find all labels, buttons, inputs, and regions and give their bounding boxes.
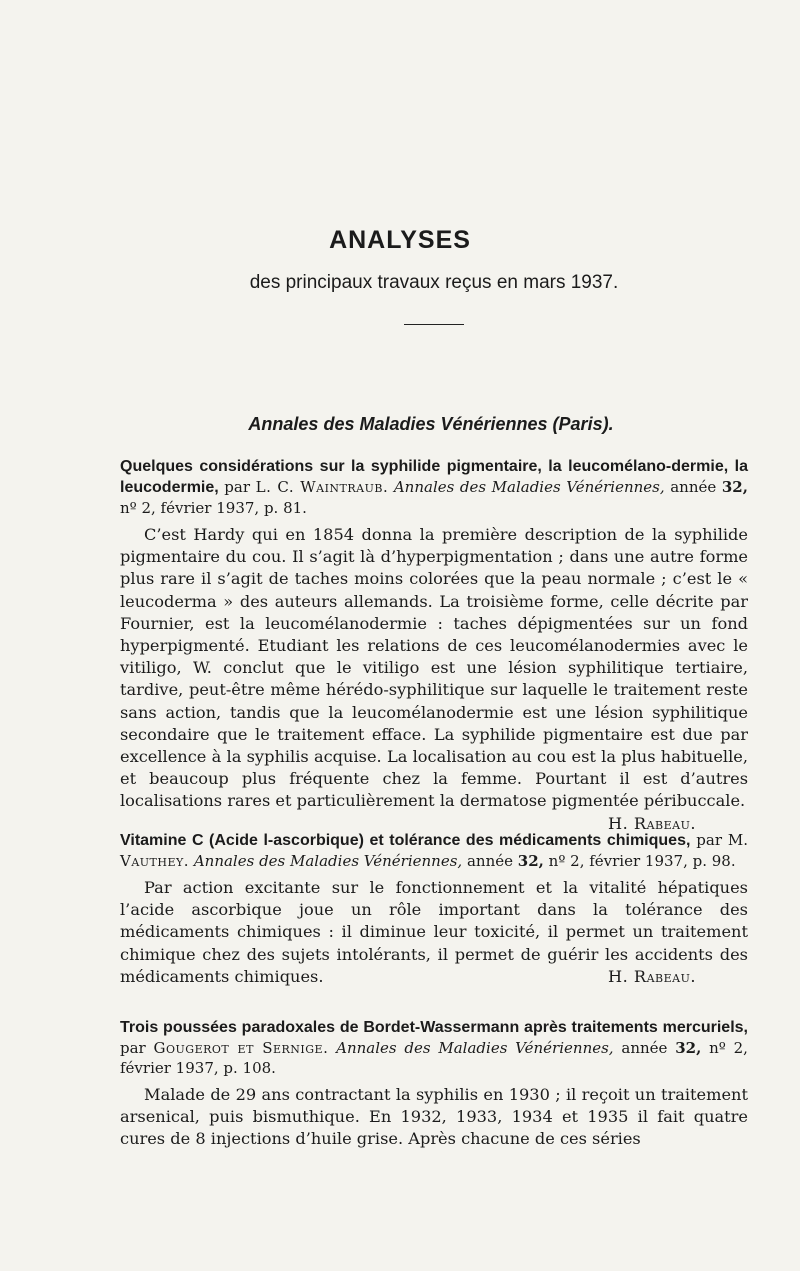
entry-issue: nº 2, février 1937, p. 108. [120,1039,748,1077]
entry-author: Gougerot et Sernige. [153,1039,329,1057]
abstract-entry [120,1017,748,1151]
entry-body [120,1084,748,1151]
entry-title: Vitamine C (Acide l-ascorbique) et tolérance des médicaments chimiques, [120,832,691,849]
entry-journal: Annales des Maladies Vénériennes, [393,478,665,496]
entry-year-label: année [621,1039,668,1057]
entry-citation [120,830,748,871]
abstract-entry [120,456,748,835]
entry-year-label: année [466,852,513,870]
entry-volume: 32, [517,852,544,870]
entry-by: par [224,478,251,496]
entry-issue: nº 2, février 1937, p. 98. [548,852,736,870]
entry-signature: H. Rabeau. [607,966,696,986]
entry-text: Par action excitante sur le fonctionnement et la vitalité hépatiques l’acide ascorbique joue un rôle important dans la tolérance des médicaments chimiques : il diminue leur toxicité, il permet un traitement chimique chez des sujets intolérants, il permet de guérir les accidents des médicaments chimiques. [120,878,748,986]
entry-signature: H. Rabeau. [607,813,696,833]
title-divider [404,324,464,325]
entry-author: Vauthey. [120,852,190,870]
entry-by: par [120,1039,146,1057]
entry-issue: nº 2, février 1937, p. 81. [120,499,307,517]
entry-year-label: année [670,478,717,496]
entry-citation [120,1017,748,1078]
entry-author: L. C. Waintraub. [255,478,389,496]
entry-journal: Annales des Maladies Vénériennes, [336,1039,614,1057]
page-subtitle: des principaux travaux reçus en mars 1937. [249,272,619,293]
journal-heading: Annales des Maladies Vénériennes (Paris). [248,414,614,434]
entry-volume: 32, [675,1039,702,1057]
entry-title: Quelques considérations sur la syphilide pigmentaire, la leucomélano-dermie, la leucodermie, [120,458,748,496]
entry-body [120,877,748,988]
entry-title: Trois poussées paradoxales de Bordet-Wassermann après traitements mercuriels, [120,1019,748,1036]
entry-body [120,524,748,833]
abstract-entry [120,830,748,988]
entry-volume: 32, [721,478,748,496]
entry-text: C’est Hardy qui en 1854 donna la première description de la syphilide pigmentaire du cou. Il s’agit là d’hyperpigmentation ; dans une autre forme plus rare il s’agit de taches moins colorées que la peau normale ; c’est le « leucoderma » des auteurs allemands. La troisième forme, celle décrite par Fournier, est la leucomélanodermie : taches dépigmentées sur un fond hyperpigmenté. Etudiant les relations de ces leucomélanodermies avec le vitiligo, W. conclut que le vitiligo est une lésion syphilitique tertiaire, tardive, peut-être même hérédo-syphilitique sur laquelle le traitement reste sans action, tandis que la leucomélanodermie est une lésion syphilitique secondaire que le traitement efface. La syphilide pigmentaire est due par excellence à la syphilis acquise. La localisation au cou est la plus habituelle, et beaucoup plus fréquente chez la femme. Pourtant il est d’autres localisations rares et particulièrement la dermatose pigmentée péribuccale. [120,525,748,811]
page-title: ANALYSES [329,226,471,254]
entry-citation [120,456,748,518]
entry-by: par M. [696,831,748,849]
entry-journal: Annales des Maladies Vénériennes, [193,852,463,870]
entry-text: Malade de 29 ans contractant la syphilis en 1930 ; il reçoit un traitement arsenical, puis bismuthique. En 1932, 1933, 1934 et 1935 il fait quatre cures de 8 injections d’huile grise. Après chacune de ces séries [120,1085,748,1149]
